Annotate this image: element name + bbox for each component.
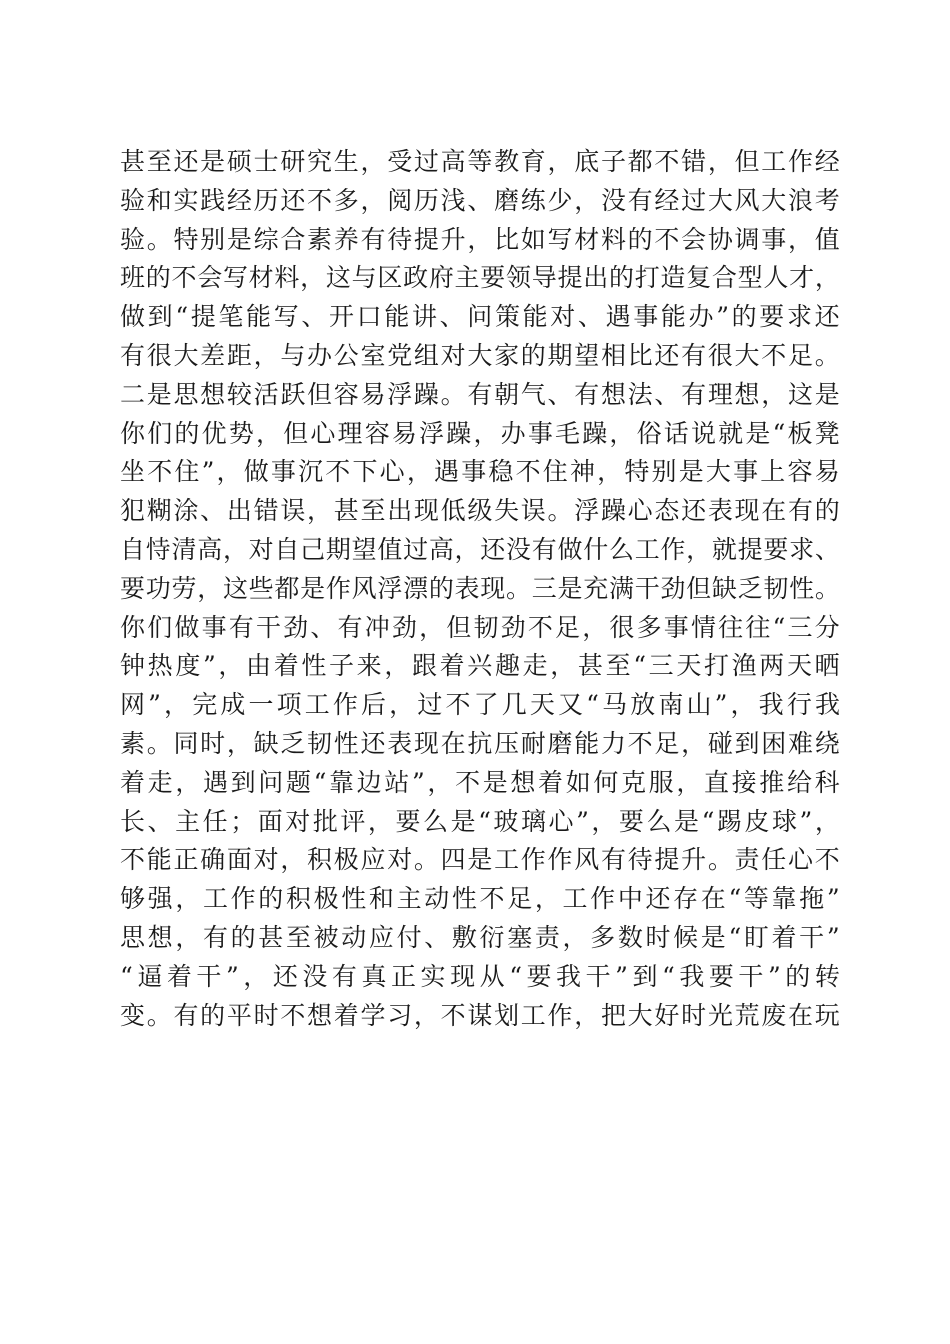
- text-line: “ 逼 着 干 ” ， 还 没 有 真 正 实 现 从 “ 要 我 干 ” 到 “ 我 要 干 ” 的 转: [120, 961, 840, 991]
- text-line: 有 很 大 差 距 ， 与 办 公 室 党 组 对 大 家 的 期 望 相 比 还 有 很 大 不 足 。: [120, 340, 840, 370]
- text-line: 要 功 劳 ， 这 些 都 是 作 风 浮 漂 的 表 现 。 三 是 充 满 干 劲 但 缺 乏 韧 性 。: [120, 573, 840, 603]
- text-line: 不 能 正 确 面 对 ， 积 极 应 对 。 四 是 工 作 作 风 有 待 提 升 。 责 任 心 不: [120, 845, 840, 875]
- text-line: 验 。 特 别 是 综 合 素 养 有 待 提 升 ， 比 如 写 材 料 的 不 会 协 调 事 ， 值: [120, 224, 840, 254]
- text-line: 素 。 同 时 ， 缺 乏 韧 性 还 表 现 在 抗 压 耐 磨 能 力 不 足 ， 碰 到 困 难 绕: [120, 728, 840, 758]
- text-line: 变 。 有 的 平 时 不 想 着 学 习 ， 不 谋 划 工 作 ， 把 大 好 时 光 荒 废 在 玩: [120, 1000, 840, 1030]
- text-line: 你 们 的 优 势 ， 但 心 理 容 易 浮 躁 ， 办 事 毛 躁 ， 俗 话 说 就 是 “ 板 凳: [120, 418, 840, 448]
- text-line: 钟 热 度 ” ， 由 着 性 子 来 ， 跟 着 兴 趣 走 ， 甚 至 “ 三 天 打 渔 两 天 晒: [120, 651, 840, 681]
- text-line: 长 、 主 任 ； 面 对 批 评 ， 要 么 是 “ 玻 璃 心 ” ， 要 么 是 “ 踢 皮 球 ” ，: [120, 806, 840, 836]
- text-line: 坐 不 住 ” ， 做 事 沉 不 下 心 ， 遇 事 稳 不 住 神 ， 特 别 是 大 事 上 容 易: [120, 457, 840, 487]
- text-line: 验 和 实 践 经 历 还 不 多 ， 阅 历 浅 、 磨 练 少 ， 没 有 经 过 大 风 大 浪 考: [120, 185, 840, 215]
- text-line: 做 到 “ 提 笔 能 写 、 开 口 能 讲 、 问 策 能 对 、 遇 事 能 办 ” 的 要 求 还: [120, 302, 840, 332]
- text-line: 二 是 思 想 较 活 跃 但 容 易 浮 躁 。 有 朝 气 、 有 想 法 、 有 理 想 ， 这 是: [120, 379, 840, 409]
- text-line: 甚 至 还 是 硕 士 研 究 生 ， 受 过 高 等 教 育 ， 底 子 都 不 错 ， 但 工 作 经: [120, 147, 840, 176]
- text-line: 犯 糊 涂 、 出 错 误 ， 甚 至 出 现 低 级 失 误 。 浮 躁 心 态 还 表 现 在 有 的: [120, 496, 840, 526]
- body-text: [120, 143, 840, 1035]
- text-line: 班 的 不 会 写 材 料 ， 这 与 区 政 府 主 要 领 导 提 出 的 打 造 复 合 型 人 才 ，: [120, 263, 840, 293]
- text-line: 着 走 ， 遇 到 问 题 “ 靠 边 站 ” ， 不 是 想 着 如 何 克 服 ， 直 接 推 给 科: [120, 767, 840, 797]
- text-line: 思 想 ， 有 的 甚 至 被 动 应 付 、 敷 衍 塞 责 ， 多 数 时 候 是 “ 盯 着 干 ”: [120, 922, 840, 952]
- text-line: 网 ” ， 完 成 一 项 工 作 后 ， 过 不 了 几 天 又 “ 马 放 南 山 ” ， 我 行 我: [120, 690, 840, 720]
- text-line: 你 们 做 事 有 干 劲 、 有 冲 劲 ， 但 韧 劲 不 足 ， 很 多 事 情 往 往 “ 三 分: [120, 612, 840, 642]
- text-line: 自 恃 清 高 ， 对 自 己 期 望 值 过 高 ， 还 没 有 做 什 么 工 作 ， 就 提 要 求 、: [120, 534, 840, 564]
- text-line: 够 强 ， 工 作 的 积 极 性 和 主 动 性 不 足 ， 工 作 中 还 存 在 “ 等 靠 拖 ”: [120, 884, 840, 914]
